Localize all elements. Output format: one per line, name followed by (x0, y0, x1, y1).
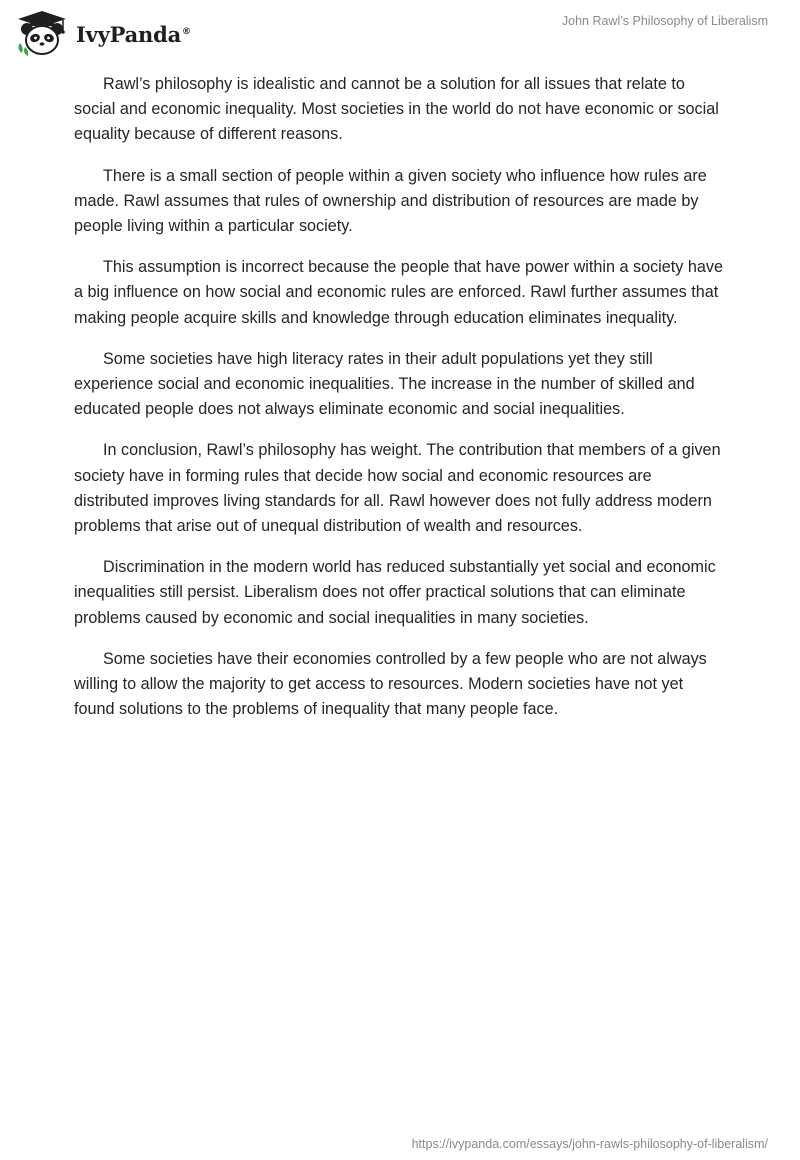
essay-body (74, 72, 726, 738)
ivypanda-logo[interactable] (14, 9, 191, 57)
paragraph: There is a small section of people within a given society who influence how rules are made. Rawl assumes that rules of ownership and distribution of resources are made by people living within a particular society. (74, 166, 707, 236)
panda-graduation-cap-icon (14, 9, 70, 57)
registered-mark: ® (182, 26, 191, 37)
source-url[interactable]: https://ivypanda.com/essays/john-rawls-philosophy-of-liberalism/ (411, 1137, 768, 1151)
paragraph: Some societies have high literacy rates in their adult populations yet they still experience social and economic inequalities. The increase in the number of skilled and educated people does not always eliminate economic and social inequalities. (74, 349, 695, 419)
paragraph: Discrimination in the modern world has reduced substantially yet social and economic inequalities still persist. Liberalism does not offer practical solutions that can eliminate problems caused by economic and social inequalities in many societies. (74, 558, 716, 627)
brand-name: IvyPanda® (76, 21, 191, 47)
page-header (0, 0, 800, 62)
paragraph: Some societies have their economies controlled by a few people who are not always willing to allow the majority to get access to resources. Modern societies have not yet found solutions to the problems of inequality that many people face. (74, 649, 707, 719)
paragraph: In conclusion, Rawl’s philosophy has weight. The contribution that members of a given society have in forming rules that decide how social and economic resources are distributed improves living standards for all. Rawl however does not fully address modern problems that arise out of unequal distribution of wealth and resources. (74, 441, 721, 536)
paragraph: Rawl’s philosophy is idealistic and cannot be a solution for all issues that relate to social and economic inequality. Most societies in the world do not have economic or social equality because of different reasons. (74, 75, 719, 144)
paragraph: This assumption is incorrect because the people that have power within a society have a big influence on how social and economic rules are enforced. Rawl further assumes that making people acquire skills and knowledge through education eliminates inequality. (74, 258, 723, 327)
document-title: John Rawl’s Philosophy of Liberalism (561, 14, 768, 28)
